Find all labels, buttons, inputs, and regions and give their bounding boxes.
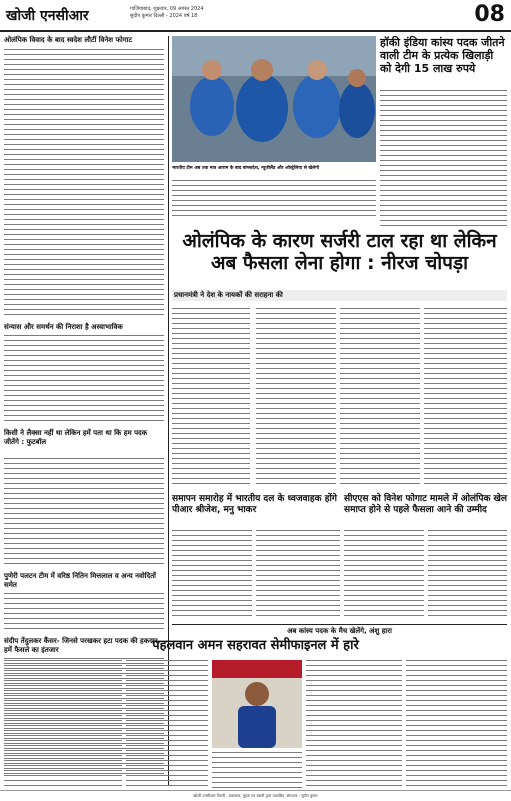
hockey-headline: हॉकी इंडिया कांस्य पदक जीतने वाली टीम के प्रत्येक खिलाड़ी को देगी 15 लाख रुपये (380, 36, 505, 75)
left-subhead-4: संदीप तेंदुलकर कैंसर- जिनसे परखकर हटा पदक की हकदार, हमें फैसले का इंतजार (4, 637, 161, 654)
page-number: 08 (474, 2, 505, 27)
flagbearer-col-1 (172, 530, 252, 620)
left-subhead-3: पुणेरी पलटन टीम में वरिष्ठ नितिन मित्तलाल व अन्य नवोदितों समेत (4, 572, 156, 589)
left-headline: ओलंपिक विवाद के बाद स्वदेश लौटीं विनेश फोगाट (4, 36, 132, 44)
bottom-rule (172, 624, 507, 625)
wrestler-photo (212, 660, 302, 748)
bottom-label: अब कांस्य पदक के मैच खेलेंगे, अंशु हारा (287, 627, 392, 635)
main-story (172, 290, 507, 301)
main-col-1 (172, 308, 250, 488)
main-col-2 (256, 308, 336, 488)
left-subhead-2: किसी ने लैक्सा नहीं था लेकिन हमें पता था कि हम पदक जीतेंगे : फुटबॉल (4, 429, 148, 446)
flagbearer-col-2 (256, 530, 340, 620)
flagbearer-headline: समापन समारोह में भारतीय दल के ध्वजवाहक होंगे पीआर श्रीजेश, मनु भाकर (172, 494, 337, 515)
masthead (0, 0, 511, 32)
bottom-col-3 (212, 752, 302, 788)
main-col-3 (340, 308, 420, 488)
date-line (130, 6, 204, 20)
left-body-4 (4, 593, 164, 633)
cas-headline: सीएएस को विनेश फोगाट मामले में ओलंपिक खेल समाप्त होने से पहले फैसला आने की उम्मीद (344, 494, 507, 515)
bottom-col-4 (306, 660, 402, 788)
bottom-col-1 (4, 660, 122, 788)
hockey-body (380, 90, 507, 230)
footer: खोजी एनसीआर दिल्ली - प्रकाशक, मुद्रक एवं स्वामी द्वारा प्रकाशित, संपादक : सुदीप कुमार (0, 790, 511, 801)
left-body-2 (4, 335, 164, 425)
left-body-3 (4, 458, 164, 568)
main-col-4 (424, 308, 507, 488)
cas-col-2 (428, 530, 507, 620)
left-subhead-1: संन्यास और समर्थन की निराशा है अस्वाभाविक (4, 323, 123, 331)
date-text: गाजियाबाद, शुक्रवार, 09 अगस्त 2024 (130, 6, 204, 12)
bottom-headline: पहलवान अमन सहरावत सेमीफाइनल में हारे (152, 638, 359, 653)
edition-text: सुदीप कुमार दिल्ली - 2024 वर्ष 18 (130, 13, 198, 19)
photo-story-body (172, 180, 376, 220)
main-headline: ओलंपिक के कारण सर्जरी टाल रहा था लेकिन अब फैसला लेना होगा : नीरज चोपड़ा (182, 230, 497, 274)
photo-caption: भारतीय टीम अब तक मात्र आराम के बाद बांग्लादेश, न्यूजीलैंड और ऑस्ट्रेलिया से खेलेगी (172, 166, 320, 171)
cas-col-1 (344, 530, 424, 620)
bottom-col-5 (406, 660, 507, 788)
bottom-col-2 (126, 660, 208, 788)
left-body (4, 49, 164, 319)
newspaper-title: खोजी एनसीआर (6, 8, 89, 24)
center-subhead: प्रधानमंत्री ने देश के नायकों की सराहना की (172, 290, 507, 301)
cricket-team-photo (172, 36, 376, 162)
